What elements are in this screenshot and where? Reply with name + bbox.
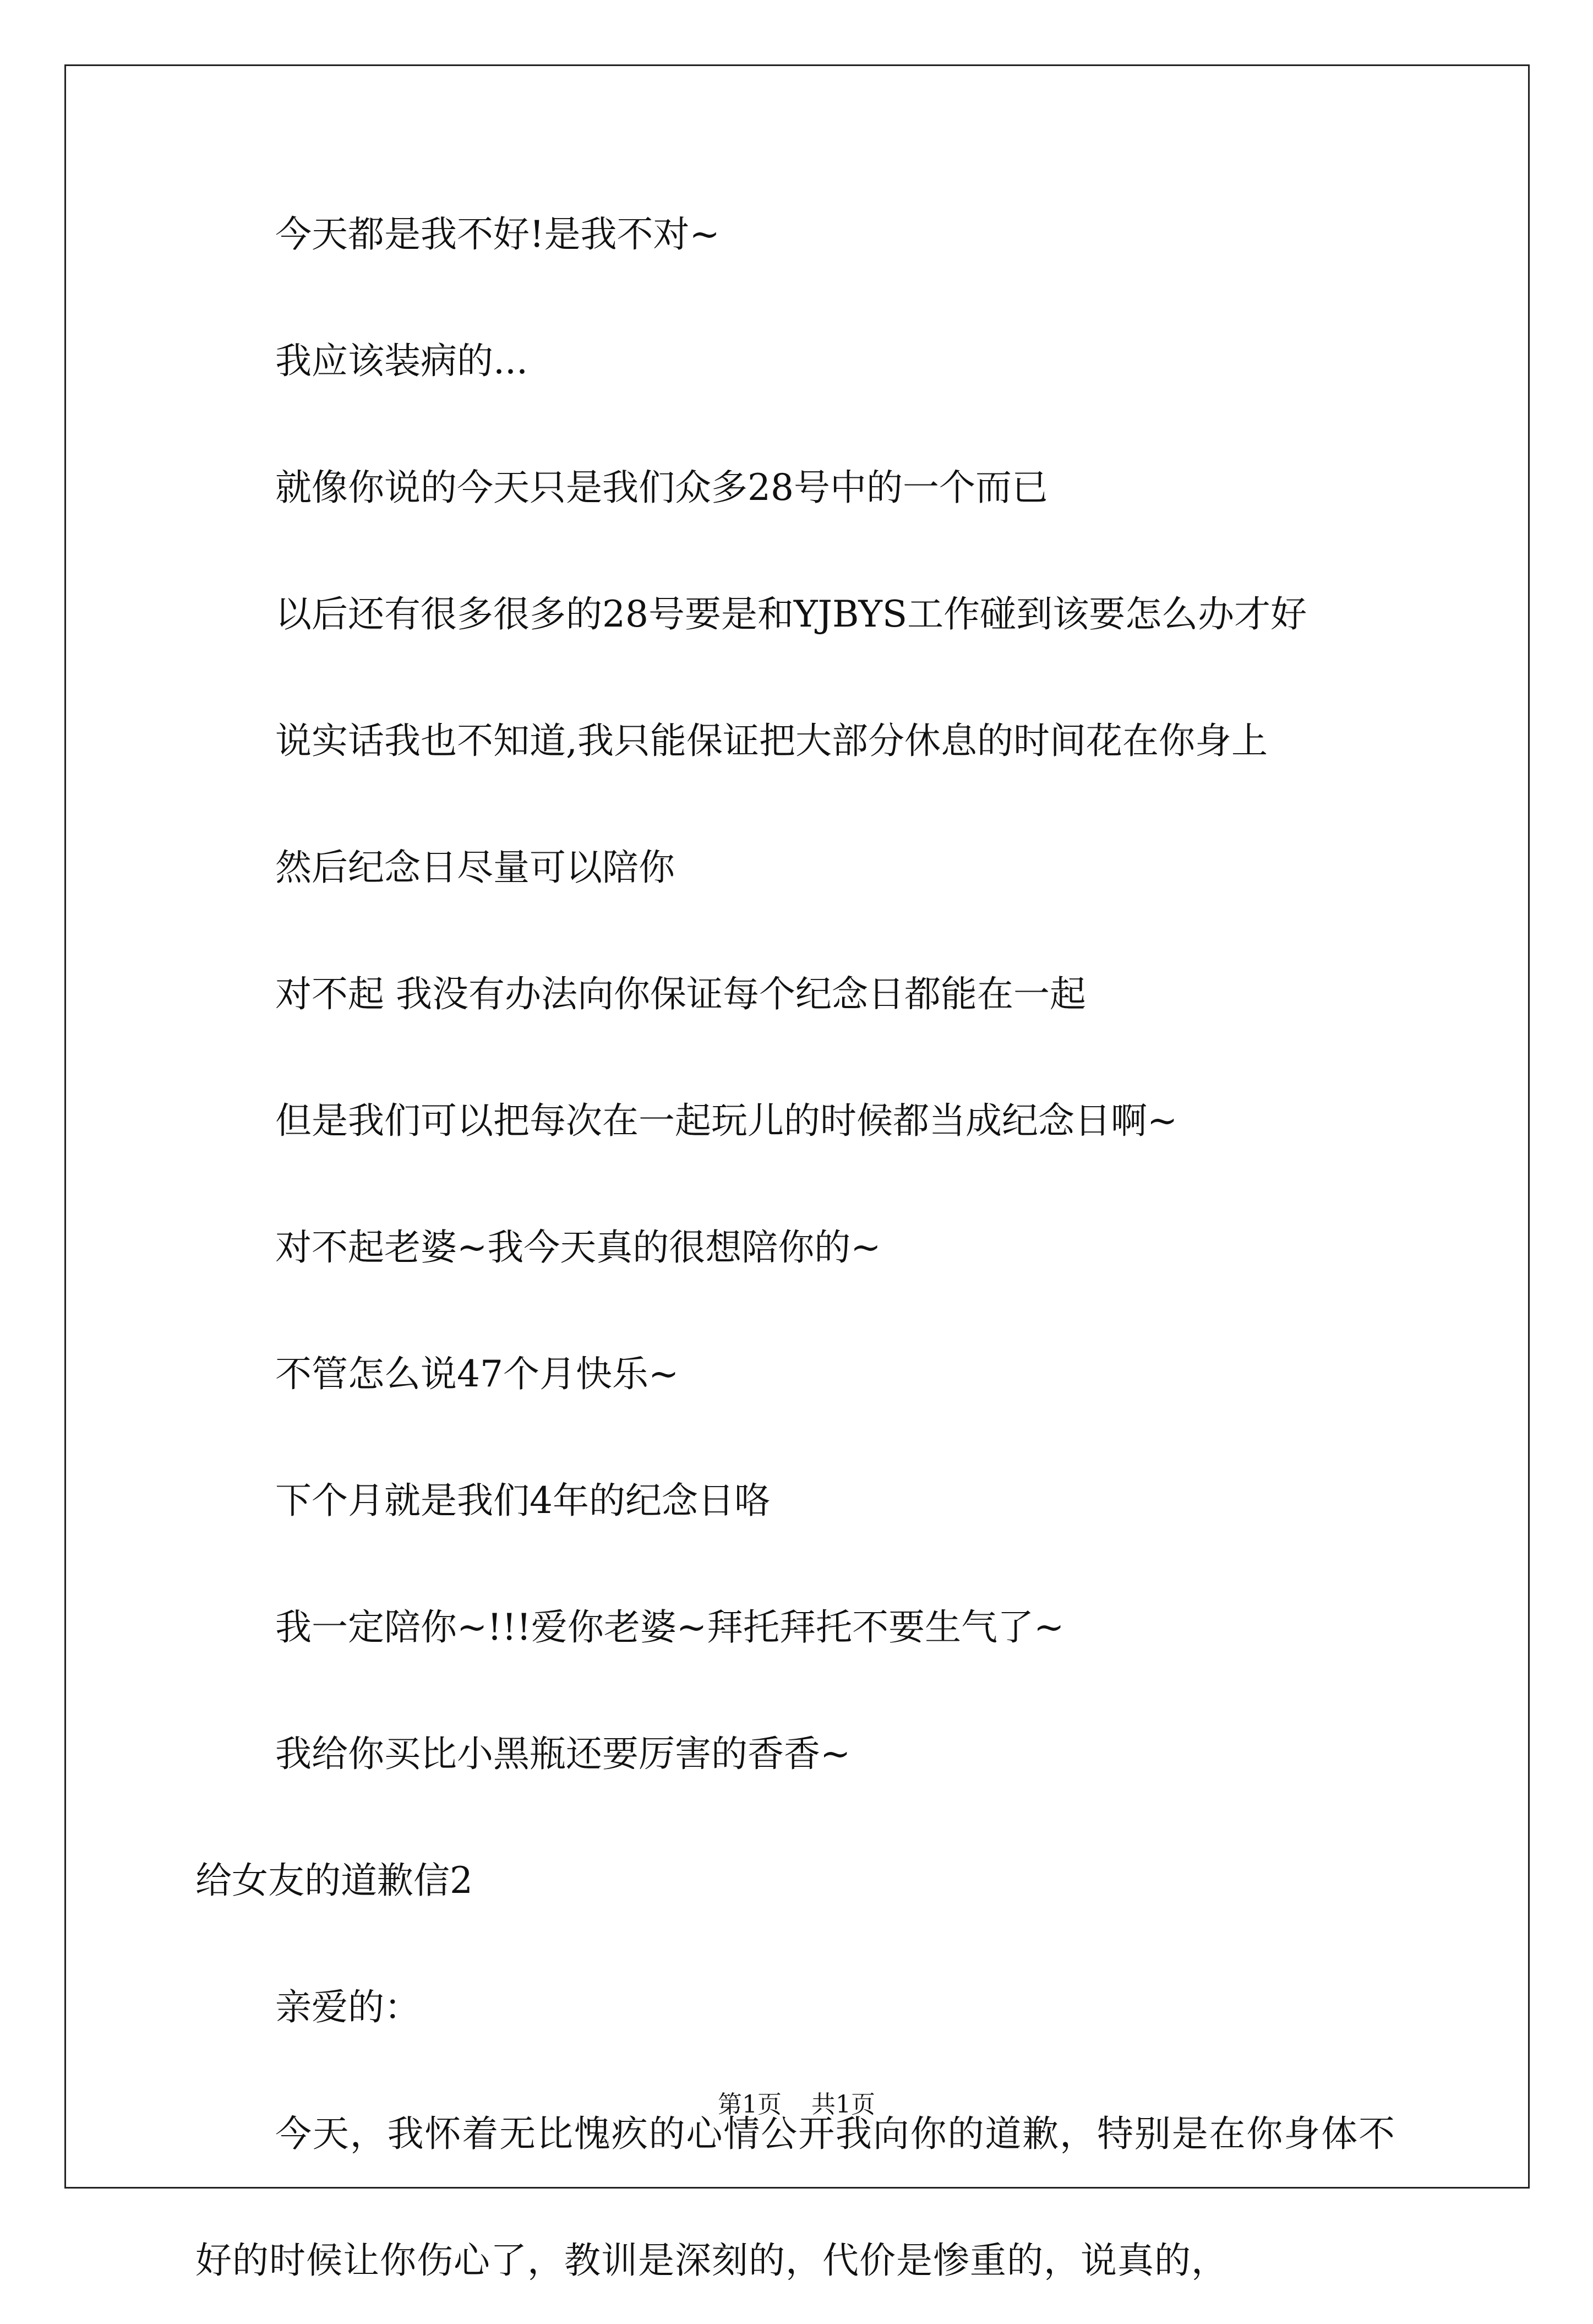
text-line: 对不起老婆~我今天真的很想陪你的~ (275, 1226, 881, 1269)
text-line: 说实话我也不知道,我只能保证把大部分休息的时间花在你身上 (275, 720, 1268, 762)
text-line: 以后还有很多很多的28号要是和YJBYS工作碰到该要怎么办才好 (275, 593, 1307, 635)
text-line: 不管怎么说47个月快乐~ (275, 1353, 679, 1395)
section-heading: 给女友的道歉信2 (195, 1859, 473, 1902)
page-total: 共1页 (811, 2091, 875, 2119)
text-line: 我一定陪你~!!!爱你老婆~拜托拜托不要生气了~ (275, 1606, 1065, 1648)
text-line: 下个月就是我们4年的纪念日咯 (275, 1479, 771, 1522)
text-line: 对不起 我没有办法向你保证每个纪念日都能在一起 (275, 973, 1086, 1015)
body-paragraph: 今天，我怀着无比愧疚的心情公开我向你的道歉，特别是在你身体不好的时候让你伤心了，教训是深刻的，代价是惨重的，说真的， (195, 2113, 1395, 2282)
page-number: 第1页 (718, 2091, 782, 2119)
text-line: 然后纪念日尽量可以陪你 (275, 846, 675, 889)
document-body (195, 209, 1395, 2324)
page-footer (0, 2089, 1593, 2120)
salutation: 亲爱的： (275, 1986, 421, 2028)
text-line: 但是我们可以把每次在一起玩儿的时候都当成纪念日啊~ (275, 1100, 1178, 1142)
text-line: 就像你说的今天只是我们众多28号中的一个而已 (275, 466, 1048, 509)
text-line: 我给你买比小黑瓶还要厉害的香香~ (275, 1733, 851, 1775)
text-line: 我应该装病的... (275, 340, 528, 382)
text-line: 今天都是我不好!是我不对~ (275, 213, 720, 255)
